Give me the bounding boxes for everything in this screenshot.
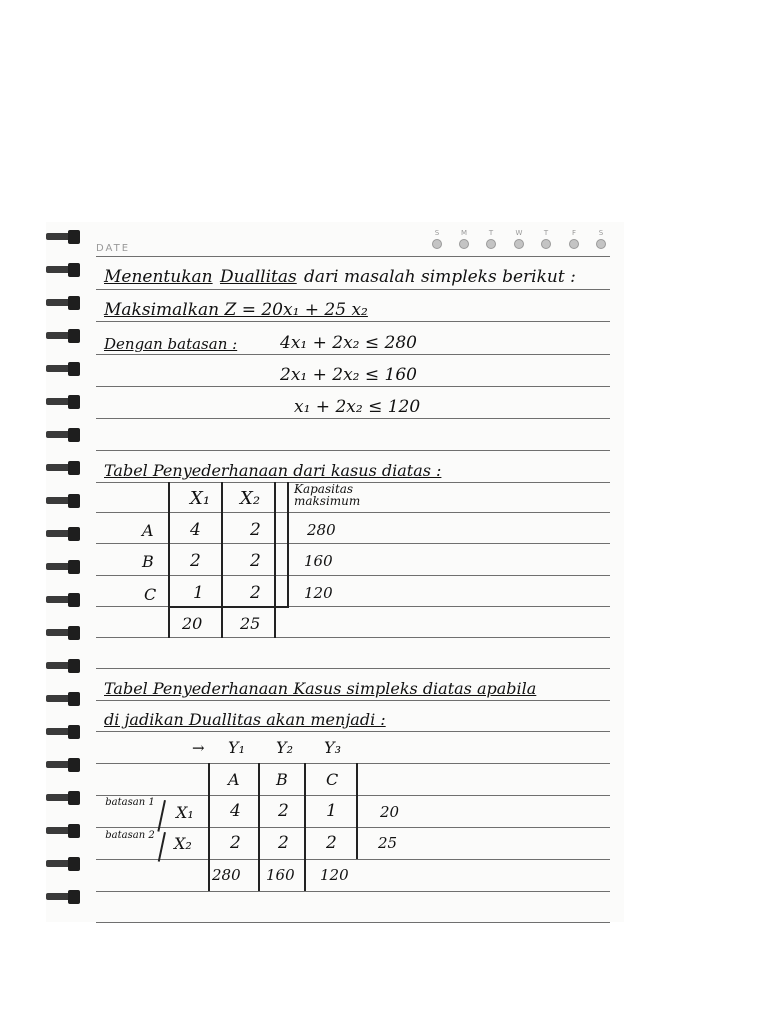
ruled-line: [96, 450, 610, 451]
day-circle: [432, 239, 442, 249]
table-rule: [221, 482, 223, 638]
t1-total-x2: 25: [240, 614, 261, 633]
spiral-ring-icon: [46, 428, 82, 442]
table-rule: [168, 606, 288, 608]
t1-cell: 2: [250, 583, 261, 603]
ruled-line: [96, 922, 610, 923]
ruled-line: [96, 763, 610, 764]
table1-title: Tabel Penyederhanaan dari kasus diatas :: [104, 461, 442, 480]
t2-y-header: Y₂: [276, 738, 293, 757]
t2-y-header: Y₁: [228, 738, 245, 757]
spiral-ring-icon: [46, 725, 82, 739]
ruled-line: [96, 354, 610, 355]
t1-cell: 2: [250, 551, 261, 571]
constraint-3: x₁ + 2x₂ ≤ 120: [294, 397, 421, 417]
day-circle: [514, 239, 524, 249]
t2-cell: 2: [326, 833, 337, 853]
t2-total: 160: [266, 866, 295, 884]
ruled-line: [96, 386, 610, 387]
spiral-ring-icon: [46, 494, 82, 508]
day-circle: [569, 239, 579, 249]
spiral-ring-icon: [46, 626, 82, 640]
ruled-line: [96, 731, 610, 732]
day-letter: W: [515, 229, 523, 237]
t2-col-header: C: [326, 770, 339, 789]
day-letter: S: [598, 229, 604, 237]
spiral-ring-icon: [46, 758, 82, 772]
ruled-line: [96, 668, 610, 669]
ruled-line: [96, 543, 610, 544]
t2-rhs: 25: [378, 834, 398, 852]
spiral-ring-icon: [46, 296, 82, 310]
t2-total: 280: [212, 866, 241, 884]
spiral-ring-icon: [46, 395, 82, 409]
day-letter: S: [434, 229, 440, 237]
t2-row-var: X₁: [176, 803, 194, 822]
ruled-line: [96, 637, 610, 638]
day-letter: M: [460, 229, 468, 237]
spiral-ring-icon: [46, 230, 82, 244]
table-rule: [287, 482, 289, 608]
ruled-line: [96, 700, 610, 701]
day-dot: [430, 229, 444, 249]
t1-cell: 120: [304, 584, 333, 602]
ruled-line: [96, 859, 610, 860]
day-dot: [567, 229, 581, 249]
table-rule: [304, 763, 306, 891]
spiral-ring-icon: [46, 593, 82, 607]
t2-rhs: 20: [380, 803, 400, 821]
day-letter: F: [571, 229, 577, 237]
spiral-ring-icon: [46, 857, 82, 871]
t2-y-header: Y₃: [324, 738, 341, 757]
ruled-line: [96, 795, 610, 796]
spiral-ring-icon: [46, 824, 82, 838]
ruled-line: [96, 575, 610, 576]
t1-cell: 4: [190, 520, 201, 540]
ruled-line: [96, 289, 610, 290]
day-circle: [486, 239, 496, 249]
day-dot: [512, 229, 526, 249]
t2-cell: 1: [326, 801, 337, 821]
t1-cell: 160: [304, 552, 333, 570]
t2-row-label: batasan 1: [105, 797, 155, 808]
table-rule: [208, 763, 210, 891]
spiral-ring-icon: [46, 791, 82, 805]
day-dot: [539, 229, 553, 249]
constraint-1: 4x₁ + 2x₂ ≤ 280: [280, 333, 417, 353]
t1-cell: 280: [307, 521, 336, 539]
spiral-ring-icon: [46, 659, 82, 673]
title-word-duallitas: Duallitas: [220, 267, 297, 287]
spiral-ring-icon: [46, 263, 82, 277]
day-circle: [541, 239, 551, 249]
spiral-ring-icon: [46, 362, 82, 376]
spiral-ring-icon: [46, 692, 82, 706]
ruled-line: [96, 827, 610, 828]
table2-title-line1: Tabel Penyederhanaan Kasus simpleks diatas apabila: [104, 679, 537, 698]
constraint-2: 2x₁ + 2x₂ ≤ 160: [280, 365, 417, 385]
day-circle: [596, 239, 606, 249]
ruled-line: [96, 891, 610, 892]
day-dot: [594, 229, 608, 249]
table2-title-line2: di jadikan Duallitas akan menjadi :: [104, 710, 386, 729]
t2-cell: 2: [230, 833, 241, 853]
t2-cell: 4: [230, 801, 241, 821]
t2-total: 120: [320, 866, 349, 884]
t1-cell: 2: [250, 520, 261, 540]
day-dot: [457, 229, 471, 249]
table-rule: [168, 482, 170, 638]
arrow-icon: →: [192, 739, 205, 757]
t1-row-label: C: [144, 585, 157, 604]
t1-row-label: A: [142, 521, 154, 540]
ruled-line: [96, 418, 610, 419]
title-rest: dari masalah simpleks berikut :: [304, 267, 576, 287]
date-label: DATE: [96, 243, 131, 254]
t1-header-x1: X₁: [190, 488, 211, 509]
t2-row-var: X₂: [174, 834, 192, 853]
t1-header-x2: X₂: [240, 488, 261, 509]
weekday-selector: [428, 229, 612, 253]
day-letter: T: [543, 229, 549, 237]
ruled-line: [96, 256, 610, 257]
ruled-line: [96, 512, 610, 513]
title-word-menentukan: Menentukan: [104, 267, 213, 287]
objective-function: Maksimalkan Z = 20x₁ + 25 x₂: [104, 300, 368, 320]
table-rule: [258, 763, 260, 891]
t1-row-label: B: [142, 552, 154, 571]
table-rule: [356, 763, 358, 859]
t1-cell: 2: [190, 551, 201, 571]
day-letter: T: [488, 229, 494, 237]
t2-cell: 2: [278, 833, 289, 853]
spiral-ring-icon: [46, 461, 82, 475]
day-dot: [484, 229, 498, 249]
t1-header-capacity: Kapasitas maksimum: [294, 482, 361, 508]
spiral-ring-icon: [46, 890, 82, 904]
day-circle: [459, 239, 469, 249]
spiral-ring-icon: [46, 329, 82, 343]
spiral-ring-icon: [46, 527, 82, 541]
spiral-binding: [46, 230, 86, 920]
spiral-ring-icon: [46, 560, 82, 574]
t1-cell: 1: [193, 583, 204, 603]
constraint-label: Dengan batasan :: [104, 335, 238, 353]
ruled-line: [96, 321, 610, 322]
table-rule: [274, 482, 276, 638]
t1-total-x1: 20: [182, 614, 203, 633]
t2-col-header: B: [276, 770, 288, 789]
t2-row-label: batasan 2: [105, 830, 155, 841]
t2-cell: 2: [278, 801, 289, 821]
t2-col-header: A: [228, 770, 240, 789]
